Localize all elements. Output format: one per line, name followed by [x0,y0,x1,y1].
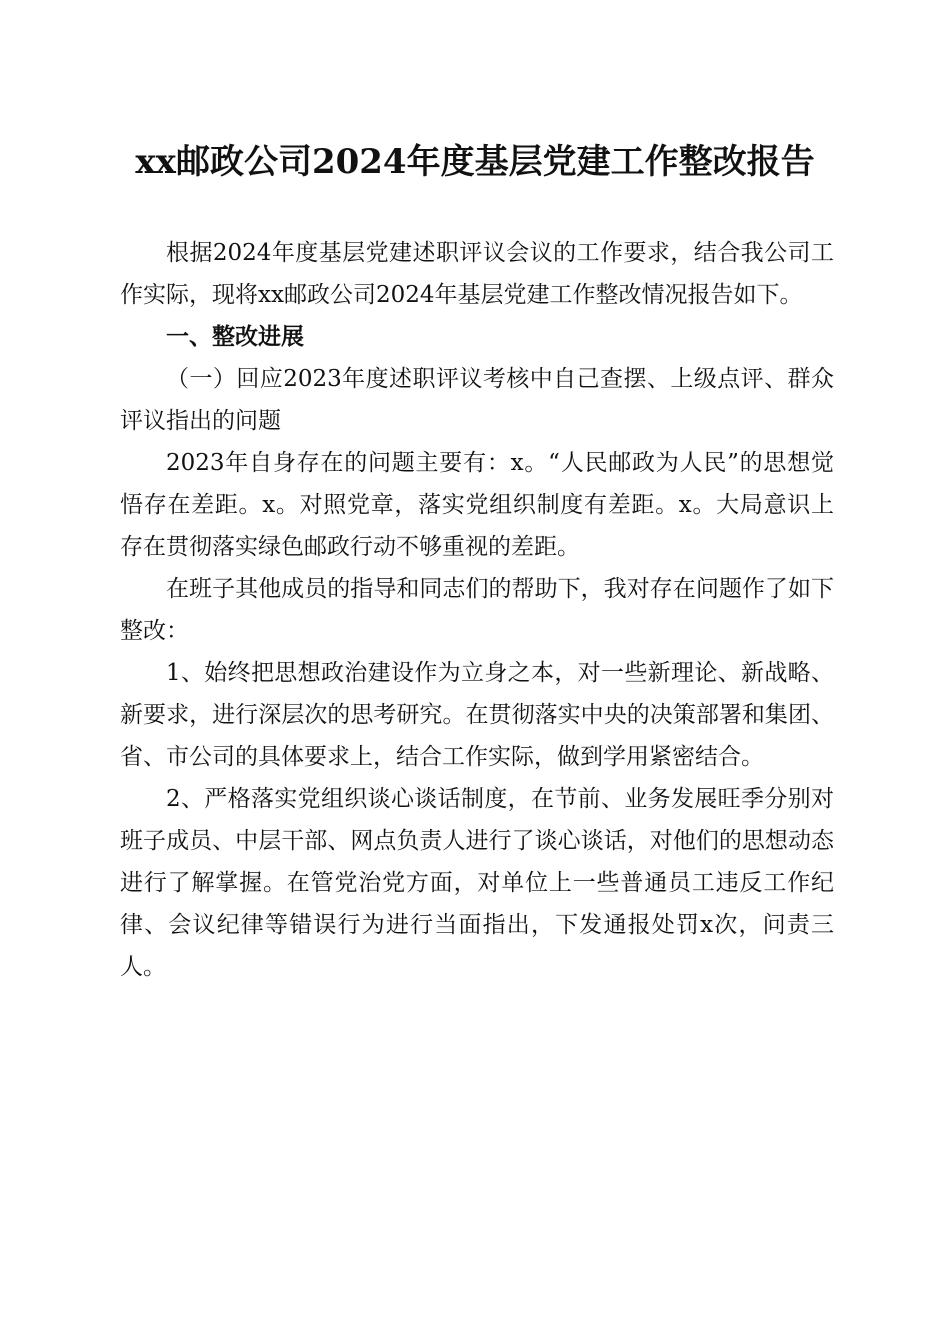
problems-paragraph: 2023年自身存在的问题主要有：x。“人民邮政为人民”的思想觉悟存在差距。x。对照党章，落实党组织制度有差距。x。大局意识上存在贯彻落实绿色邮政行动不够重视的差距。 [120,450,834,560]
document-title: xx邮政公司2024年度基层党建工作整改报告 [135,142,815,182]
intro-paragraph: 根据2024年度基层党建述职评议会议的工作要求，结合我公司工作实际，现将xx邮政公司2024年基层党建工作整改情况报告如下。 [120,240,834,308]
rectification-intro-paragraph: 在班子其他成员的指导和同志们的帮助下，我对存在问题作了如下整改： [120,576,834,644]
rectification-item-2: 2、严格落实党组织谈心谈话制度，在节前、业务发展旺季分别对班子成员、中层干部、网点负责人进行了谈心谈话，对他们的思想动态进行了解掌握。在管党治党方面，对单位上一些普通员工违反工作纪律、会议纪律等错误行为进行当面指出，下发通报处罚x次，问责三人。 [120,786,834,980]
document-body [120,232,834,988]
subsection-heading-response: （一）回应2023年度述职评议考核中自己查摆、上级点评、群众评议指出的问题 [120,366,834,434]
rectification-item-1: 1、始终把思想政治建设作为立身之本，对一些新理论、新战略、新要求，进行深层次的思考研究。在贯彻落实中央的决策部署和集团、省、市公司的具体要求上，结合工作实际，做到学用紧密结合。 [120,660,834,770]
section-heading-progress: 一、整改进展 [166,324,304,350]
